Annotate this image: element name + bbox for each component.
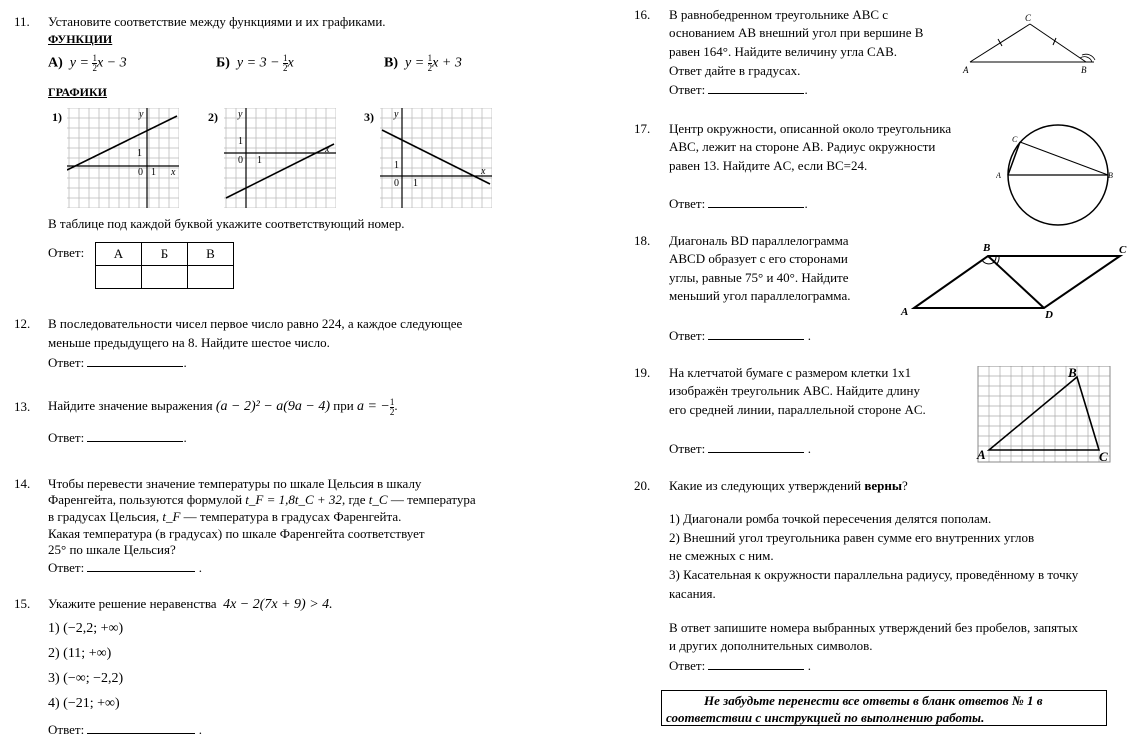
answer-label: Ответ: [669, 196, 706, 211]
answer-field[interactable] [87, 558, 195, 572]
origin-label: 0 [394, 178, 399, 189]
origin-label: 0 [238, 155, 243, 166]
graph-2 [224, 108, 336, 208]
graph-1-label: 1) [52, 110, 62, 124]
y-label: y [238, 109, 243, 120]
option-2: 2) (11; +∞) [48, 646, 112, 661]
question-text-line: изображён треугольник ABC. Найдите длину [669, 383, 921, 398]
graph-3-label: 3) [364, 110, 374, 124]
graph-1 [67, 108, 179, 208]
answer-label: Ответ: [48, 430, 85, 445]
option-1: 1) (−2,2; +∞) [48, 621, 124, 636]
graph-line [226, 144, 334, 198]
question-text-line: равен 164°. Найдите величину угла CAB. [669, 44, 898, 59]
answer-label: Ответ: [48, 722, 85, 737]
answer-row: Ответ: . [48, 430, 187, 445]
vertex-b-label: B [1081, 65, 1087, 75]
vertex-a-label: A [963, 65, 969, 75]
condition: a = − [356, 399, 390, 414]
side-ac [1008, 142, 1020, 175]
instruction: В ответ запишите номера выбранных утверждений без пробелов, запятых [669, 620, 1079, 635]
vertex-b-label: B [1108, 171, 1113, 180]
answer-field[interactable] [708, 194, 804, 208]
answer-row: Ответ: . [48, 560, 202, 575]
notice-box [661, 690, 1107, 726]
answer-field[interactable] [708, 656, 804, 670]
answer-table [95, 242, 234, 289]
expression: (a − 2)² − a(9a − 4) [215, 399, 331, 414]
graphs-heading: ГРАФИКИ [48, 85, 108, 99]
fraction: $\frac{1}{2}$ [283, 53, 288, 73]
question-number: 15. [14, 596, 31, 611]
answer-cell-a[interactable] [96, 266, 142, 289]
question-text: Установите соответствие между функциями и их графиками. [48, 14, 386, 29]
question-text-line: В последовательности чисел первое число равно 224, а каждое следующее [48, 316, 463, 331]
answer-field[interactable] [87, 353, 183, 367]
answer-row: Ответ: . [669, 82, 808, 97]
answer-field[interactable] [708, 326, 804, 340]
question-text-line: Какая температура (в градусах) по шкале Фаренгейта соответствует [48, 526, 425, 541]
function-v-label: В) [384, 55, 398, 71]
question-text-line: в градусах Цельсия, t_F — температура в градусах Фаренгейта. [48, 509, 402, 524]
function-a [48, 54, 127, 73]
graph-3 [380, 108, 492, 208]
triangle-figure [958, 12, 1098, 78]
graph-2-label: 2) [208, 110, 218, 124]
vertex-b-label: B [1068, 366, 1077, 380]
vertex-c-label: C [1012, 135, 1018, 144]
angle-arc [1082, 54, 1095, 60]
function-b-rhs: x [287, 55, 294, 71]
statement-2: 2) Внешний угол треугольника равен сумме его внутренних углов [669, 530, 1035, 545]
notice-line: Не забудьте перенести все ответы в бланк ответов № 1 в [704, 693, 1043, 708]
functions-heading: ФУНКЦИИ [48, 32, 113, 46]
inequality: 4x − 2(7x + 9) > 4. [223, 597, 333, 612]
question-text-line: Диагональ BD параллелограмма [669, 233, 849, 248]
tick-y-1: 1 [238, 136, 243, 147]
vertex-c-label: C [1025, 13, 1032, 23]
tick-x-1: 1 [413, 178, 418, 189]
question-text-line: меньший угол параллелограмма. [669, 288, 851, 303]
function-a-lhs: y = [69, 55, 93, 71]
origin-label: 0 [138, 167, 143, 178]
option-4: 4) (−21; +∞) [48, 696, 120, 711]
answer-row: Ответ: . [48, 722, 202, 737]
fraction: $\frac{1}{2}$ [389, 396, 395, 417]
question-text-line: Фаренгейта, пользуются формулой t_F = 1,8t_C + 32, где t_C — температура [48, 492, 476, 507]
question-text-line: равен 13. Найдите AC, если BC=24. [669, 158, 868, 173]
function-b-lhs: y = 3 − [236, 55, 284, 71]
function-b [216, 54, 294, 73]
answer-field[interactable] [708, 80, 804, 94]
answer-table-header: А [96, 243, 142, 266]
question-number: 19. [634, 365, 651, 380]
fraction: $\frac{1}{2}$ [427, 53, 433, 73]
function-b-label: Б) [216, 55, 230, 71]
grid [380, 108, 492, 208]
vertex-b-label: B [983, 242, 991, 254]
answer-row: Ответ: . [669, 441, 811, 456]
emphasis: верны [864, 478, 902, 493]
answer-row: Ответ: . [669, 328, 811, 343]
question-text-line: углы, равные 75° и 40°. Найдите [669, 270, 849, 285]
question-text-line: основанием AB внешний угол при вершине B [669, 25, 924, 40]
vertex-c-label: C [1119, 244, 1127, 256]
x-label: x [171, 167, 176, 178]
question-text-line: Чтобы перевести значение температуры по шкале Цельсия в шкалу [48, 476, 422, 491]
side-bc [1030, 24, 1086, 62]
circle-figure [996, 122, 1120, 228]
question-text: Какие из следующих утверждений верны? [669, 478, 908, 493]
question-number: 11. [14, 14, 30, 29]
question-number: 12. [14, 316, 31, 331]
function-a-rhs: x − 3 [96, 55, 127, 71]
function-v [384, 54, 462, 73]
question-number: 16. [634, 7, 651, 22]
fraction: $\frac{1}{2}$ [92, 53, 97, 73]
tick-y-1: 1 [137, 148, 142, 159]
y-label: y [139, 109, 144, 120]
question-text-line: меньше предыдущего на 8. Найдите шестое число. [48, 335, 330, 350]
formula: t_F = 1,8t_C + 32 [245, 492, 342, 507]
y-label: y [394, 109, 399, 120]
x-label: x [325, 144, 330, 155]
function-v-lhs: y = [405, 55, 428, 71]
answer-cell-b[interactable] [142, 266, 188, 289]
tick-y-1: 1 [394, 160, 399, 171]
answer-label: Ответ: [669, 328, 706, 343]
statement-1: 1) Диагонали ромба точкой пересечения делятся пополам. [669, 511, 992, 526]
instruction-cont: и других дополнительных символов. [669, 638, 873, 653]
answer-label: Ответ: [669, 658, 706, 673]
answer-row: Ответ: . [48, 355, 187, 370]
question-text-line: его средней линии, параллельной стороне AC. [669, 402, 926, 417]
vertex-a-label: A [901, 306, 909, 318]
vertex-a-label: A [996, 171, 1001, 180]
answer-label: Ответ: [48, 245, 85, 260]
function-a-label: А) [48, 55, 63, 71]
question-number: 13. [14, 399, 31, 414]
answer-field[interactable] [87, 720, 195, 734]
question-text-line: На клетчатой бумаге с размером клетки 1х1 [669, 365, 912, 380]
question-text-line: Центр окружности, описанной около треугольника [669, 121, 952, 136]
question-text-line: В равнобедренном треугольнике ABC с [669, 7, 889, 22]
answer-table-header: Б [142, 243, 188, 266]
question-number: 18. [634, 233, 651, 248]
answer-field[interactable] [87, 428, 183, 442]
vertex-c-label: C [1099, 449, 1108, 464]
function-v-rhs: x + 3 [432, 55, 462, 71]
notice-line: соответствии с инструкцией по выполнению работы. [666, 710, 985, 725]
answer-row: Ответ: . [669, 196, 808, 211]
question-text-line: ABCD образует с его сторонами [669, 251, 848, 266]
answer-label: Ответ: [48, 355, 85, 370]
question-text: Найдите значение выражения (a − 2)² − a(9a − 4) при a = − $\frac{1}{2}$ . [48, 396, 398, 417]
tick-x-1: 1 [151, 167, 156, 178]
side-cb [1020, 142, 1108, 175]
answer-row: Ответ: . [669, 658, 811, 673]
answer-label: Ответ: [669, 82, 706, 97]
instruction: В таблице под каждой буквой укажите соответствующий номер. [48, 216, 405, 231]
answer-table-header: В [188, 243, 234, 266]
statement-3-cont: касания. [669, 586, 716, 601]
grid-triangle-figure [976, 366, 1114, 466]
option-3: 3) (−∞; −2,2) [48, 671, 124, 686]
statement-3: 3) Касательная к окружности параллельна радиусу, проведённому в точку [669, 567, 1079, 582]
answer-cell-v[interactable] [188, 266, 234, 289]
answer-label: Ответ: [669, 441, 706, 456]
parallelogram-figure [898, 238, 1134, 322]
question-number: 20. [634, 478, 651, 493]
question-text-line: 25° по шкале Цельсия? [48, 542, 176, 557]
graph-line [67, 116, 177, 170]
x-label: x [481, 166, 486, 177]
answer-field[interactable] [708, 439, 804, 453]
answer-label: Ответ: [48, 560, 85, 575]
question-number: 14. [14, 476, 31, 491]
question-text-line: Ответ дайте в градусах. [669, 63, 801, 78]
question-text-line: ABC, лежит на стороне AB. Радиус окружности [669, 139, 936, 154]
question-text: Укажите решение неравенства 4x − 2(7x + 9) > 4. [48, 596, 333, 612]
grid [978, 366, 1110, 462]
tick-x-1: 1 [257, 155, 262, 166]
question-number: 17. [634, 121, 651, 136]
statement-2-cont: не смежных с ним. [669, 548, 774, 563]
vertex-d-label: D [1045, 309, 1053, 321]
vertex-a-label: A [977, 447, 986, 462]
